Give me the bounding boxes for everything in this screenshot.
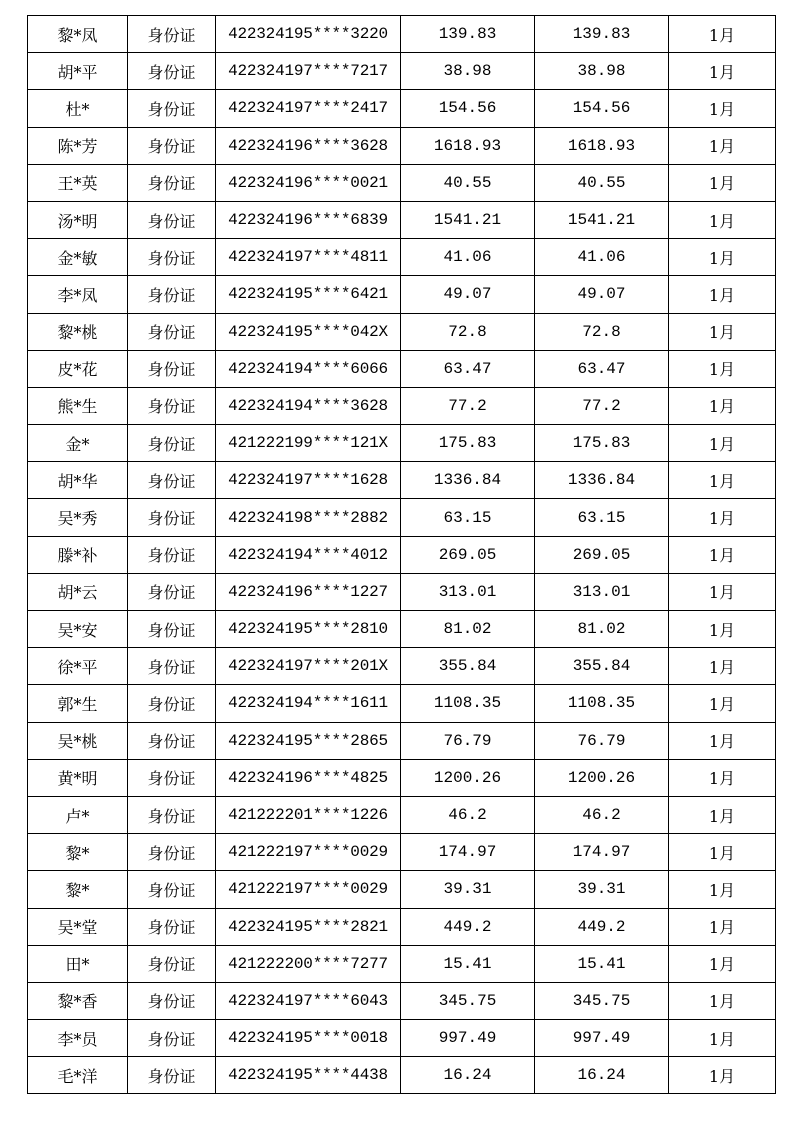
id-type-cell: 身份证 <box>128 796 216 833</box>
table-row <box>28 1020 776 1057</box>
id-number-cell: 422324196****3628 <box>216 127 401 164</box>
id-number-cell: 421222201****1226 <box>216 796 401 833</box>
id-type-cell: 身份证 <box>128 908 216 945</box>
amount-confirmed-cell: 40.55 <box>535 164 669 201</box>
id-number-cell: 422324196****6839 <box>216 201 401 238</box>
id-type-cell: 身份证 <box>128 536 216 573</box>
name-cell: 皮*花 <box>28 350 128 387</box>
amount-confirmed-cell: 1200.26 <box>535 759 669 796</box>
name-cell: 胡*华 <box>28 462 128 499</box>
name-cell: 杜* <box>28 90 128 127</box>
amount-cell: 41.06 <box>401 239 535 276</box>
month-cell: 1月 <box>669 164 776 201</box>
id-number-cell: 422324195****042X <box>216 313 401 350</box>
amount-cell: 76.79 <box>401 722 535 759</box>
amount-cell: 1336.84 <box>401 462 535 499</box>
amount-cell: 1618.93 <box>401 127 535 164</box>
amount-cell: 139.83 <box>401 16 535 53</box>
id-number-cell: 422324198****2882 <box>216 499 401 536</box>
id-number-cell: 422324197****4811 <box>216 239 401 276</box>
amount-confirmed-cell: 1618.93 <box>535 127 669 164</box>
month-cell: 1月 <box>669 945 776 982</box>
id-type-cell: 身份证 <box>128 1057 216 1094</box>
name-cell: 李*凤 <box>28 276 128 313</box>
amount-confirmed-cell: 997.49 <box>535 1020 669 1057</box>
table-row <box>28 685 776 722</box>
table-row <box>28 499 776 536</box>
name-cell: 郭*生 <box>28 685 128 722</box>
amount-confirmed-cell: 175.83 <box>535 425 669 462</box>
amount-cell: 40.55 <box>401 164 535 201</box>
amount-confirmed-cell: 15.41 <box>535 945 669 982</box>
amount-cell: 175.83 <box>401 425 535 462</box>
amount-confirmed-cell: 1541.21 <box>535 201 669 238</box>
name-cell: 滕*补 <box>28 536 128 573</box>
id-type-cell: 身份证 <box>128 685 216 722</box>
name-cell: 吴*安 <box>28 611 128 648</box>
name-cell: 黎*香 <box>28 982 128 1019</box>
name-cell: 胡*云 <box>28 573 128 610</box>
amount-confirmed-cell: 16.24 <box>535 1057 669 1094</box>
amount-cell: 38.98 <box>401 53 535 90</box>
month-cell: 1月 <box>669 685 776 722</box>
id-type-cell: 身份证 <box>128 16 216 53</box>
month-cell: 1月 <box>669 611 776 648</box>
month-cell: 1月 <box>669 499 776 536</box>
amount-confirmed-cell: 72.8 <box>535 313 669 350</box>
amount-cell: 63.15 <box>401 499 535 536</box>
amount-cell: 77.2 <box>401 387 535 424</box>
id-type-cell: 身份证 <box>128 871 216 908</box>
amount-confirmed-cell: 1108.35 <box>535 685 669 722</box>
amount-confirmed-cell: 63.15 <box>535 499 669 536</box>
id-type-cell: 身份证 <box>128 164 216 201</box>
table-row <box>28 313 776 350</box>
table-row <box>28 573 776 610</box>
id-type-cell: 身份证 <box>128 722 216 759</box>
month-cell: 1月 <box>669 648 776 685</box>
name-cell: 黎* <box>28 871 128 908</box>
amount-cell: 81.02 <box>401 611 535 648</box>
amount-cell: 345.75 <box>401 982 535 1019</box>
id-number-cell: 421222200****7277 <box>216 945 401 982</box>
id-number-cell: 422324195****0018 <box>216 1020 401 1057</box>
amount-cell: 269.05 <box>401 536 535 573</box>
amount-cell: 63.47 <box>401 350 535 387</box>
amount-cell: 313.01 <box>401 573 535 610</box>
amount-cell: 49.07 <box>401 276 535 313</box>
month-cell: 1月 <box>669 387 776 424</box>
name-cell: 吴*堂 <box>28 908 128 945</box>
id-number-cell: 422324195****2810 <box>216 611 401 648</box>
id-number-cell: 422324197****7217 <box>216 53 401 90</box>
amount-confirmed-cell: 154.56 <box>535 90 669 127</box>
amount-cell: 46.2 <box>401 796 535 833</box>
month-cell: 1月 <box>669 573 776 610</box>
table-row <box>28 796 776 833</box>
amount-cell: 15.41 <box>401 945 535 982</box>
table-row <box>28 871 776 908</box>
id-type-cell: 身份证 <box>128 759 216 796</box>
name-cell: 陈*芳 <box>28 127 128 164</box>
amount-cell: 1200.26 <box>401 759 535 796</box>
month-cell: 1月 <box>669 982 776 1019</box>
id-type-cell: 身份证 <box>128 387 216 424</box>
table-row <box>28 1057 776 1094</box>
month-cell: 1月 <box>669 90 776 127</box>
id-number-cell: 422324195****2865 <box>216 722 401 759</box>
month-cell: 1月 <box>669 239 776 276</box>
name-cell: 吴*桃 <box>28 722 128 759</box>
amount-confirmed-cell: 174.97 <box>535 834 669 871</box>
amount-confirmed-cell: 41.06 <box>535 239 669 276</box>
id-type-cell: 身份证 <box>128 499 216 536</box>
name-cell: 徐*平 <box>28 648 128 685</box>
table-row <box>28 350 776 387</box>
amount-confirmed-cell: 269.05 <box>535 536 669 573</box>
amount-cell: 1108.35 <box>401 685 535 722</box>
amount-confirmed-cell: 76.79 <box>535 722 669 759</box>
id-type-cell: 身份证 <box>128 834 216 871</box>
amount-confirmed-cell: 313.01 <box>535 573 669 610</box>
month-cell: 1月 <box>669 201 776 238</box>
id-type-cell: 身份证 <box>128 276 216 313</box>
amount-cell: 39.31 <box>401 871 535 908</box>
name-cell: 金*敏 <box>28 239 128 276</box>
id-type-cell: 身份证 <box>128 1020 216 1057</box>
table-body <box>28 16 776 1094</box>
id-type-cell: 身份证 <box>128 53 216 90</box>
month-cell: 1月 <box>669 53 776 90</box>
table-row <box>28 908 776 945</box>
table-row <box>28 387 776 424</box>
name-cell: 吴*秀 <box>28 499 128 536</box>
id-number-cell: 422324195****2821 <box>216 908 401 945</box>
amount-confirmed-cell: 139.83 <box>535 16 669 53</box>
id-number-cell: 421222199****121X <box>216 425 401 462</box>
month-cell: 1月 <box>669 462 776 499</box>
id-number-cell: 422324196****4825 <box>216 759 401 796</box>
id-type-cell: 身份证 <box>128 90 216 127</box>
table-row <box>28 16 776 53</box>
id-type-cell: 身份证 <box>128 945 216 982</box>
table-row <box>28 425 776 462</box>
table-row <box>28 127 776 164</box>
amount-confirmed-cell: 46.2 <box>535 796 669 833</box>
table-row <box>28 945 776 982</box>
name-cell: 胡*平 <box>28 53 128 90</box>
id-number-cell: 422324195****3220 <box>216 16 401 53</box>
month-cell: 1月 <box>669 908 776 945</box>
id-number-cell: 422324196****0021 <box>216 164 401 201</box>
name-cell: 熊*生 <box>28 387 128 424</box>
id-number-cell: 422324195****4438 <box>216 1057 401 1094</box>
table-row <box>28 276 776 313</box>
month-cell: 1月 <box>669 276 776 313</box>
id-type-cell: 身份证 <box>128 127 216 164</box>
amount-cell: 1541.21 <box>401 201 535 238</box>
id-number-cell: 422324197****2417 <box>216 90 401 127</box>
month-cell: 1月 <box>669 425 776 462</box>
name-cell: 李*员 <box>28 1020 128 1057</box>
id-number-cell: 422324196****1227 <box>216 573 401 610</box>
id-number-cell: 422324194****1611 <box>216 685 401 722</box>
id-number-cell: 422324194****6066 <box>216 350 401 387</box>
table-row <box>28 536 776 573</box>
id-number-cell: 422324194****3628 <box>216 387 401 424</box>
id-type-cell: 身份证 <box>128 648 216 685</box>
amount-confirmed-cell: 355.84 <box>535 648 669 685</box>
month-cell: 1月 <box>669 1020 776 1057</box>
name-cell: 黎* <box>28 834 128 871</box>
table-row <box>28 834 776 871</box>
table-row <box>28 759 776 796</box>
table-row <box>28 239 776 276</box>
amount-cell: 449.2 <box>401 908 535 945</box>
id-type-cell: 身份证 <box>128 425 216 462</box>
id-number-cell: 422324197****1628 <box>216 462 401 499</box>
month-cell: 1月 <box>669 127 776 164</box>
table-row <box>28 201 776 238</box>
id-type-cell: 身份证 <box>128 350 216 387</box>
amount-confirmed-cell: 449.2 <box>535 908 669 945</box>
id-number-cell: 422324194****4012 <box>216 536 401 573</box>
table-row <box>28 90 776 127</box>
amount-confirmed-cell: 63.47 <box>535 350 669 387</box>
id-type-cell: 身份证 <box>128 982 216 1019</box>
amount-confirmed-cell: 1336.84 <box>535 462 669 499</box>
amount-cell: 154.56 <box>401 90 535 127</box>
amount-confirmed-cell: 345.75 <box>535 982 669 1019</box>
month-cell: 1月 <box>669 834 776 871</box>
amount-cell: 16.24 <box>401 1057 535 1094</box>
id-type-cell: 身份证 <box>128 573 216 610</box>
id-number-cell: 422324195****6421 <box>216 276 401 313</box>
table-row <box>28 648 776 685</box>
amount-cell: 174.97 <box>401 834 535 871</box>
id-number-cell: 421222197****0029 <box>216 871 401 908</box>
id-type-cell: 身份证 <box>128 201 216 238</box>
name-cell: 汤*明 <box>28 201 128 238</box>
name-cell: 田* <box>28 945 128 982</box>
month-cell: 1月 <box>669 871 776 908</box>
month-cell: 1月 <box>669 16 776 53</box>
table-row <box>28 164 776 201</box>
table-row <box>28 53 776 90</box>
month-cell: 1月 <box>669 313 776 350</box>
amount-confirmed-cell: 81.02 <box>535 611 669 648</box>
name-cell: 黎*桃 <box>28 313 128 350</box>
id-type-cell: 身份证 <box>128 239 216 276</box>
amount-confirmed-cell: 77.2 <box>535 387 669 424</box>
amount-confirmed-cell: 39.31 <box>535 871 669 908</box>
table-row <box>28 462 776 499</box>
name-cell: 黄*明 <box>28 759 128 796</box>
data-table <box>27 15 776 1094</box>
name-cell: 黎*凤 <box>28 16 128 53</box>
table-row <box>28 982 776 1019</box>
id-type-cell: 身份证 <box>128 462 216 499</box>
amount-cell: 72.8 <box>401 313 535 350</box>
table-row <box>28 722 776 759</box>
id-number-cell: 421222197****0029 <box>216 834 401 871</box>
month-cell: 1月 <box>669 536 776 573</box>
table-row <box>28 611 776 648</box>
month-cell: 1月 <box>669 759 776 796</box>
month-cell: 1月 <box>669 722 776 759</box>
name-cell: 毛*洋 <box>28 1057 128 1094</box>
amount-confirmed-cell: 38.98 <box>535 53 669 90</box>
name-cell: 金* <box>28 425 128 462</box>
month-cell: 1月 <box>669 1057 776 1094</box>
month-cell: 1月 <box>669 796 776 833</box>
amount-confirmed-cell: 49.07 <box>535 276 669 313</box>
name-cell: 王*英 <box>28 164 128 201</box>
id-number-cell: 422324197****6043 <box>216 982 401 1019</box>
id-type-cell: 身份证 <box>128 313 216 350</box>
id-type-cell: 身份证 <box>128 611 216 648</box>
name-cell: 卢* <box>28 796 128 833</box>
id-number-cell: 422324197****201X <box>216 648 401 685</box>
month-cell: 1月 <box>669 350 776 387</box>
amount-cell: 997.49 <box>401 1020 535 1057</box>
amount-cell: 355.84 <box>401 648 535 685</box>
